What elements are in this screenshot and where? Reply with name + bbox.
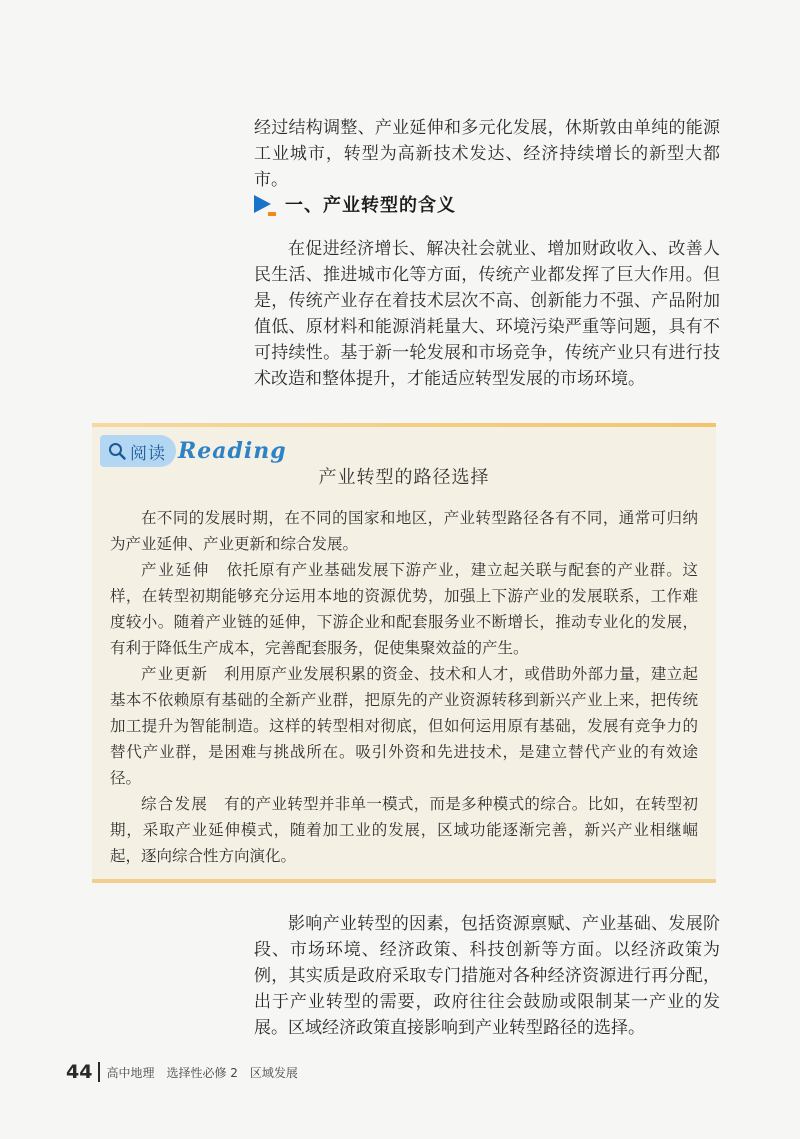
reading-badge-en: Reading	[178, 438, 287, 464]
reading-item-term: 综合发展	[141, 795, 209, 813]
reading-bottom-bar	[92, 879, 716, 883]
reading-item-term: 产业更新	[141, 665, 209, 683]
reading-top-bar	[92, 423, 716, 427]
heading-accent-bar	[268, 212, 276, 216]
reading-item-renewal	[110, 661, 698, 791]
reading-box	[92, 423, 716, 883]
reading-item-comprehensive	[110, 791, 698, 869]
reading-badge-cn: 阅读	[130, 443, 166, 464]
footer-divider	[98, 1062, 100, 1082]
reading-item-text: 依托原有产业基础发展下游产业，建立起关联与配套的产业群。这样，在转型初期能够充分运用本地的资源优势，加强上下游产业的发展联系，工作难度较小。随着产业链的延伸，下游企业和配套服务业不断增长，推动专业化的发展，有利于降低生产成本，完善配套服务，促使集聚效益的产生。	[110, 561, 698, 657]
reading-item-extension	[110, 557, 698, 661]
bottom-paragraph: 影响产业转型的因素，包括资源禀赋、产业基础、发展阶段、市场环境、经济政策、科技创新等方面。以经济政策为例，其实质是政府采取专门措施对各种经济资源进行再分配，出于产业转型的需要，政府往往会鼓励或限制某一产业的发展。区域经济政策直接影响到产业转型路径的选择。	[254, 914, 720, 1038]
page-number: 44	[66, 1061, 93, 1083]
reading-intro: 在不同的发展时期，在不同的国家和地区，产业转型路径各有不同，通常可归纳为产业延伸、产业更新和综合发展。	[110, 509, 698, 553]
intro-paragraph: 经过结构调整、产业延伸和多元化发展，休斯敦由单纯的能源工业城市，转型为高新技术发达、经济持续增长的新型大都市。	[254, 118, 720, 190]
book-info: 高中地理 选择性必修 2 区域发展	[106, 1065, 298, 1080]
reading-item-text: 利用原产业发展积累的资金、技术和人才，或借助外部力量，建立起基本不依赖原有基础的全新产业群，把原先的产业资源转移到新兴产业上来，把传统加工提升为智能制造。这样的转型相对彻底，但如何运用原有基础，发展有竞争力的替代产业群，是困难与挑战所在。吸引外资和先进技术，是建立替代产业的有效途径。	[110, 665, 698, 787]
reading-item-term: 产业延伸	[141, 561, 211, 579]
magnifier-icon	[108, 442, 126, 460]
section-heading	[254, 190, 456, 218]
reading-item-text: 有的产业转型并非单一模式，而是多种模式的综合。比如，在转型初期，采取产业延伸模式，随着加工业的发展，区域功能逐渐完善，新兴产业相继崛起，逐向综合性方向演化。	[110, 795, 698, 865]
triangle-marker-icon	[254, 195, 271, 213]
reading-title: 产业转型的路径选择	[318, 467, 490, 488]
section-title: 一、产业转型的含义	[285, 195, 456, 216]
section-paragraph: 在促进经济增长、解决社会就业、增加财政收入、改善人民生活、推进城市化等方面，传统产业都发挥了巨大作用。但是，传统产业存在着技术层次不高、创新能力不强、产品附加值低、原材料和能源消耗量大、环境污染严重等问题，具有不可持续性。基于新一轮发展和市场竞争，传统产业只有进行技术改造和整体提升，才能适应转型发展的市场环境。	[254, 239, 720, 389]
page-footer	[66, 1060, 298, 1084]
